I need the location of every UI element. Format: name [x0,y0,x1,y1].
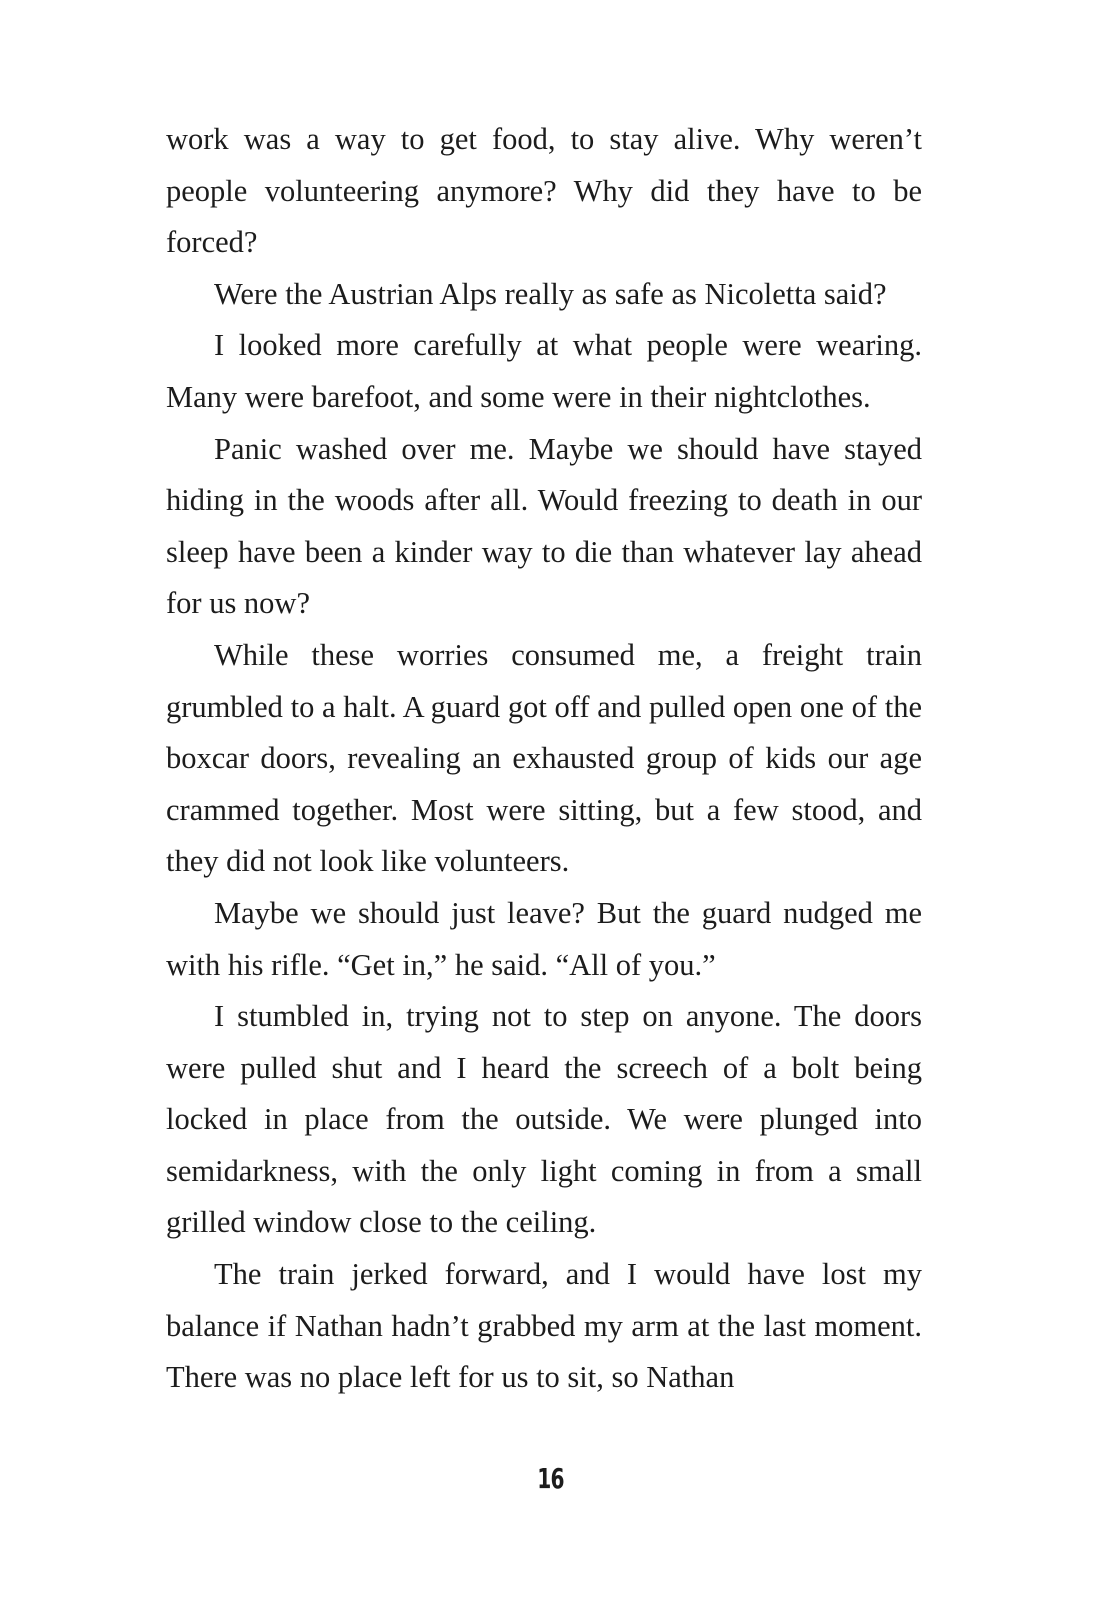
paragraph: Panic washed over me. Maybe we should have stayed hiding in the woods after all. Would freezing to death in our sleep have been a kinder way to die than whatever lay ahead for us now? [166,431,922,621]
paragraph: I looked more carefully at what people were wearing. Many were barefoot, and some were in their nightclothes. [166,328,922,414]
page-number: 16 [537,1462,564,1495]
paragraph-continuation: work was a way to get food, to stay alive. Why weren’t people volunteering anymore? Why did they have to be forced? [166,122,922,260]
paragraph: The train jerked forward, and I would have lost my balance if Nathan hadn’t grabbed my arm at the last moment. There was no place left for us to sit, so Nathan [166,1257,922,1395]
body-text [166,114,922,1404]
paragraph: Were the Austrian Alps really as safe as Nicoletta said? [214,276,887,311]
paragraph: I stumbled in, trying not to step on anyone. The doors were pulled shut and I heard the screech of a bolt being locked in place from the outside. We were plunged into semidarkness, with the only light coming in from a small grilled window close to the ceiling. [166,999,922,1240]
paragraph: Maybe we should just leave? But the guard nudged me with his rifle. “Get in,” he said. “All of you.” [166,895,922,982]
paragraph: While these worries consumed me, a freight train grumbled to a halt. A guard got off and pulled open one of the boxcar doors, revealing an exhausted group of kids our age crammed together. Most were sitting, but a few stood, and they did not look like volunteers. [166,637,922,879]
